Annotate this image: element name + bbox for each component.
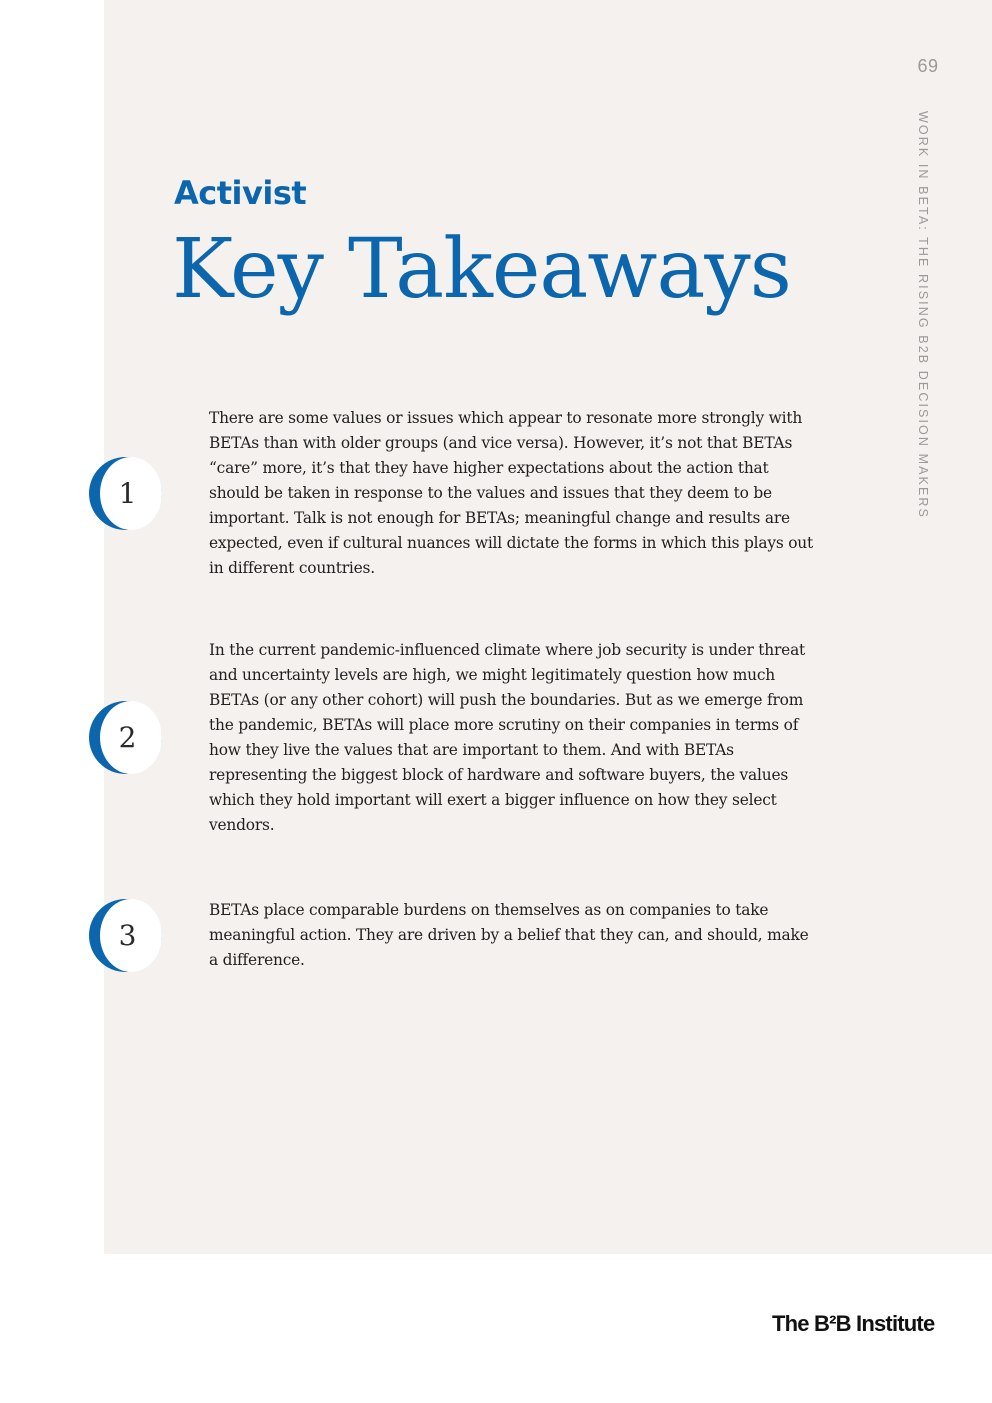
running-head: WORK IN BETA: THE RISING B2B DECISION MAKERS	[916, 111, 930, 519]
takeaway-text: There are some values or issues which appear to resonate more strongly with BETAs than with older groups (and vice versa). However, it’s not that BETAs “care” more, it’s that they have higher expectations about the action that should be taken in response to the values and issues that they deem to be important. Talk is not enough for BETAs; meaningful change and results are expected, even if cultural nuances will dictate the forms in which this plays out in different countries.	[209, 409, 813, 577]
takeaway-text: BETAs place comparable burdens on themselves as on companies to take meaningful action. They are driven by a belief that they can, and should, make a difference.	[209, 901, 809, 969]
number-badge	[89, 701, 162, 774]
page-title: Key Takeaways	[172, 222, 791, 317]
takeaway-text: In the current pandemic-influenced climate where job security is under threat and uncertainty levels are high, we might legitimately question how much BETAs (or any other cohort) will push the boundaries. But as we emerge from the pandemic, BETAs will place more scrutiny on their companies in terms of how they live the values that are important to them. And with BETAs representing the biggest block of hardware and software buyers, the values which they hold important will exert a bigger influence on how they select vendors.	[209, 641, 806, 834]
number-badge	[89, 457, 162, 530]
badge-number: 3	[118, 919, 137, 952]
b2b-institute-logo: The B²B Institute	[772, 1311, 935, 1336]
section-kicker: Activist	[174, 174, 307, 212]
number-badge	[89, 899, 162, 972]
badge-number: 2	[118, 721, 137, 754]
page-number: 69	[917, 56, 939, 76]
badge-number: 1	[118, 477, 137, 510]
